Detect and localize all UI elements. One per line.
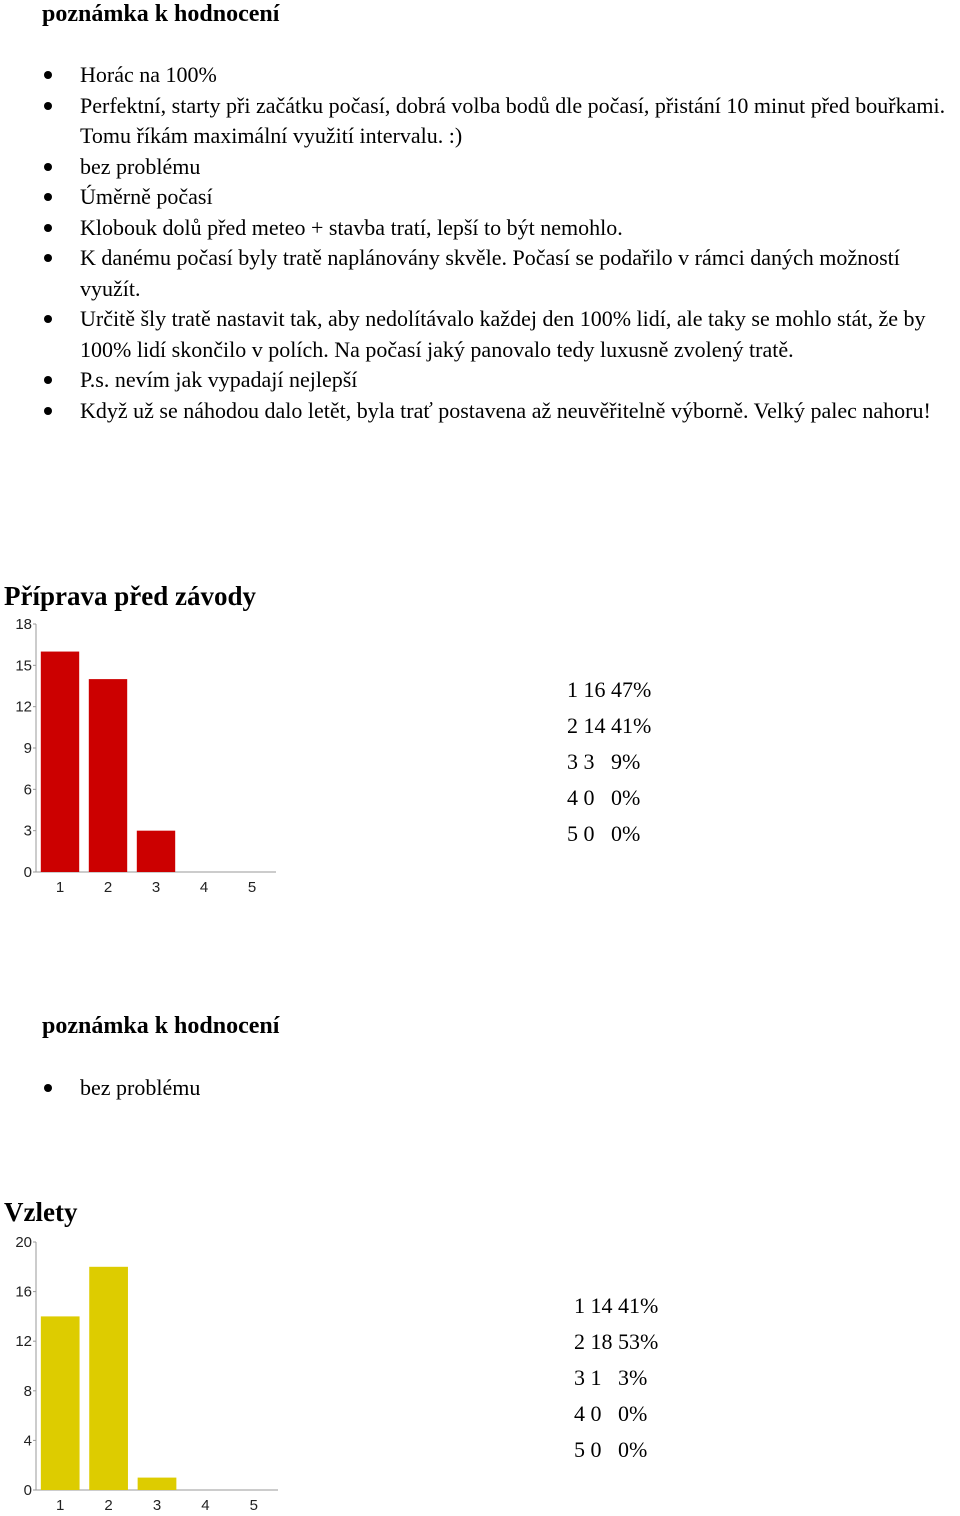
section-title-vzlety: Vzlety [4, 1197, 78, 1227]
y-tick-label: 8 [23, 1382, 32, 1400]
comment-item: Určitě šly tratě nastavit tak, aby nedolítávalo každej den 100% lidí, ale taky se mohlo stát, že by 100% lidí skončilo v polích. Na počasí jaký panovalo tedy luxusně zvolený tratě. [42, 304, 960, 365]
comment-item: bez problému [42, 1073, 960, 1104]
y-tick-label: 20 [15, 1234, 32, 1251]
y-tick-label: 3 [23, 822, 32, 840]
y-tick-label: 16 [15, 1283, 32, 1301]
stats-list-vzlety [574, 1288, 658, 1468]
comment-item: Perfektní, starty při začátku počasí, dobrá volba bodů dle počasí, přistání 10 minut před bouřkami. Tomu říkám maximální využití intervalu. :) [42, 91, 960, 152]
stats-list-priprava [567, 672, 651, 852]
y-tick-label: 12 [15, 698, 32, 716]
y-tick-label: 12 [15, 1333, 32, 1351]
stats-row: 1 14 41% [574, 1293, 659, 1318]
comment-item: Horác na 100% [42, 60, 960, 91]
stats-row: 3 1 3% [574, 1365, 648, 1390]
x-tick-label: 2 [104, 1497, 113, 1514]
stats-row: 5 0 0% [567, 821, 641, 846]
comment-item: K danému počasí byly tratě naplánovány skvěle. Počasí se podařilo v rámci daných možností využít. [42, 243, 960, 304]
x-tick-label: 3 [151, 879, 161, 896]
stats-row: 4 0 0% [567, 785, 641, 810]
bar-chart-vzlety [0, 1230, 300, 1516]
x-tick-label: 1 [55, 879, 65, 896]
x-tick-label: 4 [199, 879, 209, 896]
bar [137, 831, 175, 872]
bar-chart-priprava [0, 612, 300, 902]
stats-row: 3 3 9% [567, 749, 641, 774]
x-tick-label: 4 [201, 1497, 210, 1514]
stats-row: 2 14 41% [567, 713, 652, 738]
stats-row: 4 0 0% [574, 1401, 648, 1426]
chart-priprava [0, 612, 300, 902]
comments-list-2 [42, 1073, 960, 1104]
comments-heading-2: poznámka k hodnocení [42, 1013, 280, 1039]
x-tick-label: 5 [247, 879, 257, 896]
stats-row: 2 18 53% [574, 1329, 659, 1354]
comments-heading-1: poznámka k hodnocení [42, 1, 280, 27]
y-tick-label: 4 [23, 1432, 32, 1450]
y-tick-label: 15 [15, 657, 32, 675]
bar [41, 1316, 80, 1490]
bar [89, 679, 127, 872]
comment-item: bez problému [42, 152, 960, 183]
y-tick-label: 0 [23, 864, 32, 881]
section-title-priprava: Příprava před závody [4, 581, 256, 611]
comment-item: Když už se náhodou dalo letět, byla trať postavena až neuvěřitelně výborně. Velký palec nahoru! [42, 396, 960, 427]
x-tick-label: 1 [56, 1497, 65, 1514]
comment-item: P.s. nevím jak vypadají nejlepší [42, 365, 960, 396]
y-tick-label: 6 [23, 781, 32, 799]
y-tick-label: 9 [23, 740, 32, 757]
stats-row: 5 0 0% [574, 1437, 648, 1462]
stats-row: 1 16 47% [567, 677, 652, 702]
chart-vzlety [0, 1230, 300, 1516]
y-tick-label: 0 [23, 1482, 32, 1499]
x-tick-label: 2 [103, 879, 113, 896]
comment-item: Klobouk dolů před meteo + stavba tratí, lepší to být nemohlo. [42, 213, 960, 244]
bar [138, 1478, 177, 1490]
bar [89, 1267, 128, 1490]
comments-list-1 [42, 60, 960, 426]
comment-item: Úměrně počasí [42, 182, 960, 213]
x-tick-label: 3 [152, 1497, 162, 1514]
x-tick-label: 5 [249, 1497, 258, 1514]
bar [41, 652, 79, 872]
y-tick-label: 18 [15, 616, 32, 633]
